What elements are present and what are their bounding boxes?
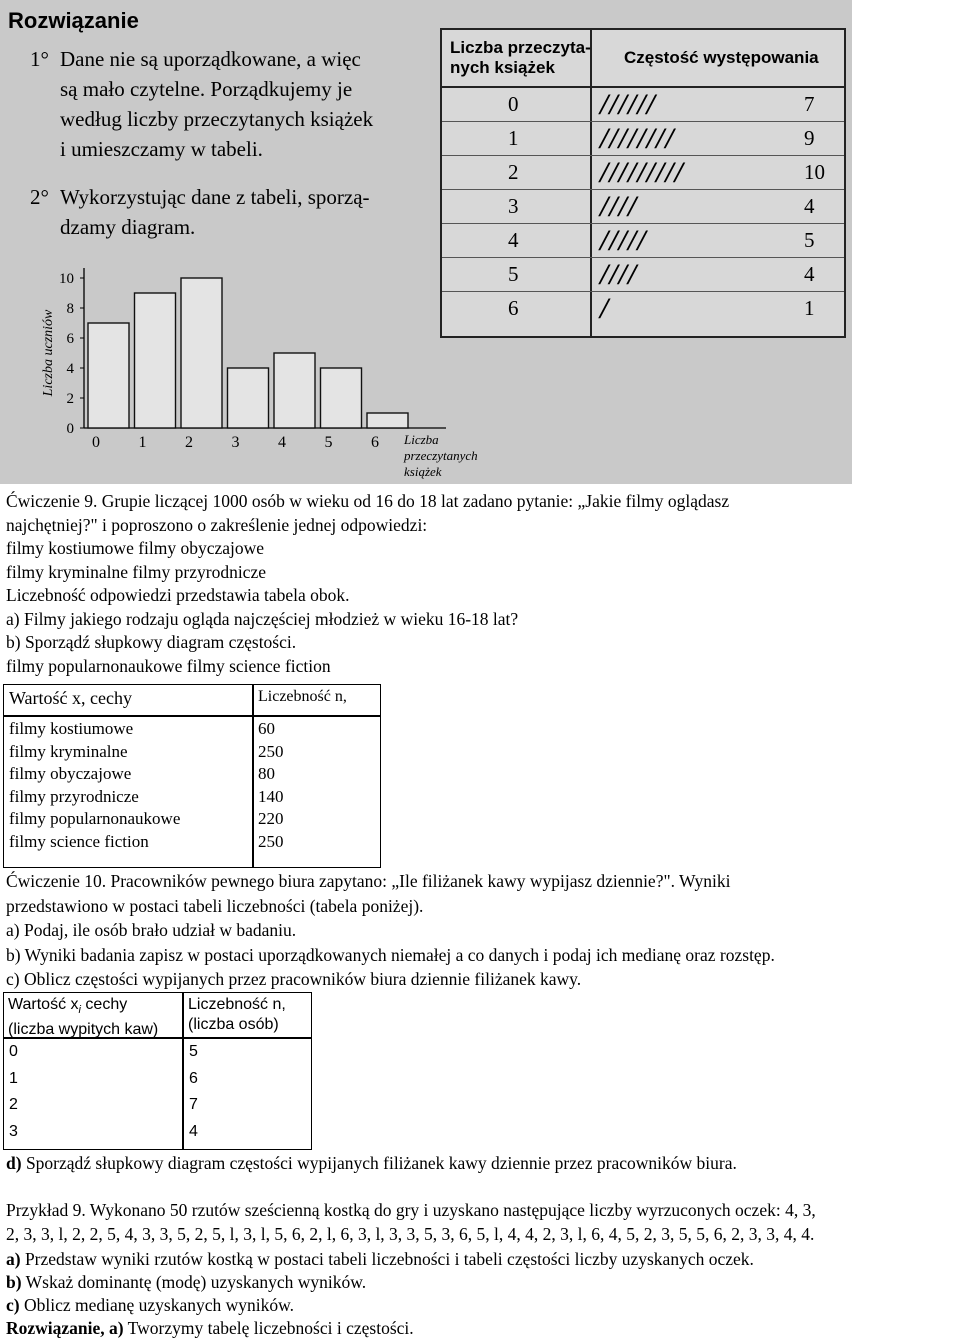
tally-value: 5 [508,262,519,286]
y-tick-label: 4 [66,361,74,377]
exercise-10-line: b) Wyniki badania zapisz w postaci uporządkowanych niemałej a co danych i podaj ich medianę oraz rozstęp. [6,944,775,965]
y-tick-label: 10 [59,271,74,287]
tally-value: 3 [508,194,519,218]
tally-frequency: 7 [804,92,815,116]
y-tick-label: 8 [66,301,74,317]
tally-row [442,224,844,258]
tally-value: 1 [508,126,519,150]
exercise-9-line: najchętniej?" i poproszono o zakreślenie jednej odpowiedzi: [6,514,428,535]
example-9-c: c) Oblicz medianę uzyskanych wyników. [6,1295,295,1315]
films-table-name: filmy kryminalne [9,741,128,761]
example-9-a: a) Przedstaw wyniki rzutów kostką w postaci tabeli liczebności i tabeli częstości liczby uzyskanych oczek. [6,1249,754,1269]
step-1-line: Dane nie są uporządkowane, a więc [60,47,361,71]
films-table-name: filmy popularnonaukowe [9,809,181,829]
step-2-number: 2° [30,185,49,209]
bar-5 [321,368,362,428]
films-table-name: filmy science fiction [9,832,149,851]
films-table-count: 60 [258,719,275,738]
x-tick-label: 5 [324,434,333,451]
step-1-number: 1° [30,47,49,71]
exercise-9-line: b) Sporządź słupkowy diagram częstości. [6,632,297,652]
x-tick-label: 4 [278,434,286,451]
coffee-table-n: 6 [189,1069,198,1087]
example-9-b: b) Wskaż dominantę (modę) uzyskanych wyników. [6,1272,367,1292]
tally-frequency: 9 [804,126,815,150]
coffee-table-x: 0 [9,1043,18,1060]
x-tick-label: 3 [231,434,240,451]
films-table-header-value: Wartość x, cechy [9,688,132,708]
bar-chart [36,262,506,484]
tally-value: 0 [508,92,519,116]
scanned-textbook-excerpt [0,0,852,484]
x-axis-label: Liczba [404,432,439,447]
step-2-line: dzamy diagram. [60,215,196,239]
tally-marks: ////// [600,88,657,121]
coffee-table-x: 1 [9,1069,18,1087]
exercise-9-line: filmy popularnonaukowe filmy science fiction [6,655,331,676]
y-tick-label: 2 [66,391,74,407]
tally-frequency: 4 [804,262,815,286]
coffee-table-n: 5 [189,1043,198,1060]
coffee-table-n: 7 [189,1096,198,1113]
tally-frequency: 4 [804,194,815,218]
exercise-10-line: c) Oblicz częstości wypijanych przez pracowników biura dziennie filiżanek kawy. [6,969,582,989]
films-table-header-count: Liczebność n, [258,688,347,705]
films-table-count: 250 [258,741,284,761]
coffee-table-x: 3 [9,1122,18,1140]
films-table-head-divider [4,715,380,717]
films-table [3,684,381,868]
films-table-name: filmy przyrodnicze [9,786,139,806]
step-1-line: według liczby przeczytanych książek [60,107,374,131]
films-table-name: filmy obyczajowe [9,764,132,784]
y-tick-label: 6 [66,331,74,347]
exercise-9-line: a) Filmy jakiego rodzaju ogląda najczęściej młodzież w wieku 16-18 lat? [6,608,519,629]
x-tick-label: 1 [138,434,147,451]
films-table-count: 80 [258,764,275,784]
coffee-table-header-value: Wartość $x_i$ cechy (liczba wypitych kaw) [8,996,159,1039]
bar-0 [88,323,129,428]
step-1-line: są mało czytelne. Porządkujemy je [60,77,353,101]
tally-value: 2 [508,160,519,184]
y-tick-label: 0 [66,421,74,437]
step-2 [30,182,430,242]
coffee-table-header-count: Liczebność n, (liczba osób) [188,996,286,1033]
coffee-table-x: 2 [9,1096,18,1113]
x-axis-label: przeczytanych [404,448,478,463]
step-2-line: Wykorzystując dane z tabeli, sporzą- [60,185,370,209]
exercise-9-line: Ćwiczenie 9. Grupie liczącej 1000 osób w wieku od 16 do 18 lat zadano pytanie: „Jakie filmy oglądasz [6,491,730,511]
tally-marks: //// [600,190,638,223]
coffee-table-n: 4 [189,1122,198,1140]
films-table-count: 140 [258,786,284,806]
y-axis-label: Liczba uczniów [41,309,56,397]
solution-heading: Rozwiązanie [8,8,139,33]
tally-value: 6 [508,296,519,320]
step-1 [30,44,430,164]
tally-marks: //////// [600,122,675,155]
exercise-10-d: d) Sporządź słupkowy diagram częstości wypijanych filiżanek kawy dziennie przez pracowników biura. [6,1153,737,1173]
tally-row [442,156,844,190]
example-9-line: 2, 3, 3, l, 2, 2, 5, 4, 3, 3, 5, 2, 5, l, 3, l, 5, 6, 2, l, 6, 3, l, 3, 3, 5, 3, 6, 5, l, 4, 4, 2, 3, l, 6, 4, 5, 2, 3, 5, 5, 6, 2, 3, 3, 4, 4. [6,1224,815,1244]
tally-marks: / [600,292,610,325]
exercise-9-line: filmy kostiumowe filmy obyczajowe [6,538,265,558]
example-9-solution: Rozwiązanie, a) Tworzymy tabelę liczebności i częstości. [6,1318,414,1338]
tally-marks: ///// [600,224,647,257]
tally-row [442,122,844,156]
example-9-line: Przykład 9. Wykonano 50 rzutów sześcienną kostką do gry i uzyskano następujące liczby wyrzuconych oczek: 4, 3, [6,1200,816,1220]
films-table-name: filmy kostiumowe [9,719,134,738]
exercise-9-line: filmy kryminalne filmy przyrodnicze [6,561,266,582]
films-table-count: 220 [258,809,284,829]
exercise-10-line: przedstawiono w postaci tabeli liczebności (tabela poniżej). [6,895,424,916]
bar-3 [228,368,269,428]
films-table-count: 250 [258,832,284,851]
x-axis-label: książek [404,464,442,479]
coffee-table [3,992,312,1150]
tally-marks: ///////// [600,156,685,189]
tally-header-frequency: Częstość występowania [624,48,819,67]
tally-frequency: 10 [804,160,825,184]
exercise-10-line: Ćwiczenie 10. Pracowników pewnego biura zapytano: „Ile filiżanek kawy wypijasz dziennie?". Wyniki [6,871,731,891]
tally-header-books: Liczba przeczyta- nych książek [450,38,591,77]
coffee-table-col-divider [182,993,184,1149]
x-tick-label: 0 [92,434,100,451]
films-table-col-divider [252,685,254,867]
x-tick-label: 6 [371,434,379,451]
tally-row [442,190,844,224]
bar-6 [367,413,408,428]
step-1-line: i umieszczamy w tabeli. [60,137,263,161]
bar-chart-svg [36,262,506,484]
x-tick-label: 2 [185,434,193,451]
tally-row [442,88,844,122]
tally-frequency: 1 [804,296,815,320]
exercise-10-line: a) Podaj, ile osób brało udział w badaniu. [6,920,297,940]
tally-marks: //// [600,258,638,291]
bar-2 [181,278,222,428]
bar-4 [274,353,315,428]
bar-1 [135,293,176,428]
tally-frequency: 5 [804,228,815,252]
exercise-9-line: Liczebność odpowiedzi przedstawia tabela obok. [6,585,350,605]
tally-value: 4 [508,228,519,252]
